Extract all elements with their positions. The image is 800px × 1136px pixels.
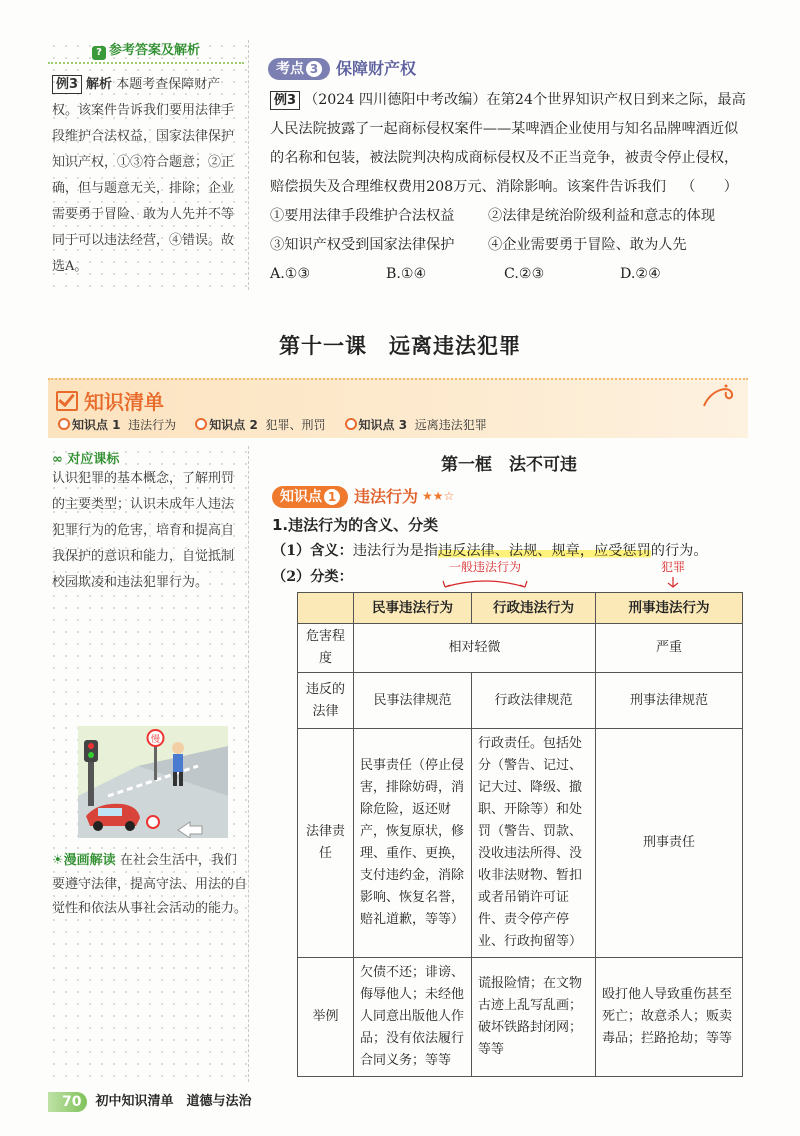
options-row: [270, 260, 748, 289]
knowledge-point-badge: 知识点 1: [272, 486, 348, 508]
table-row: [298, 673, 743, 729]
difficulty-stars-icon: ★★☆: [422, 489, 455, 503]
page-footer: [48, 1090, 252, 1112]
exam-point-badge: 考点 3: [268, 58, 330, 80]
violation-classification-table: [297, 592, 743, 1077]
law-civil: 民事法律规范: [354, 673, 472, 729]
answer-column: [48, 40, 249, 290]
handnote-general-violation: 一般违法行为: [440, 558, 530, 589]
comic-icon: ☀: [52, 853, 64, 868]
table-header-cell: [298, 593, 354, 624]
example-label: 例3: [270, 91, 300, 110]
liability-criminal: 刑事责任: [596, 729, 743, 958]
statement-1: ①要用法律手段维护合法权益: [270, 208, 455, 224]
bracket-arrow-icon: [440, 575, 530, 589]
exam-point-title: 保障财产权: [336, 59, 417, 78]
answer-blank: （ ）: [681, 179, 738, 195]
statement-4: ④企业需要勇于冒险、敢为人先: [488, 237, 687, 253]
table-header-criminal: 刑事违法行为: [596, 593, 743, 624]
statement-row-1: [270, 202, 748, 231]
example-stem-text: （2024 四川德阳中考改编）在第24个世界知识产权日到来之际，最高人民法院披露了一起商标侵权案件——某啤酒企业使用与知名品牌啤酒近似的名称和包装，被法院判决构成商标侵权及不正当竞争，被责令停止侵权，赔偿损失及合理维权费用208万元、消除影响。该案件告诉我们: [270, 92, 746, 195]
sub-heading: 1.违法行为的含义、分类: [272, 516, 439, 534]
table-row: [298, 624, 743, 673]
option-a: A.①③: [270, 266, 311, 282]
knowledge-points-list: [58, 416, 487, 433]
harm-civil-admin: 相对轻微: [354, 624, 596, 673]
law-criminal: 刑事法律规范: [596, 673, 743, 729]
checkbox-icon: [56, 391, 78, 411]
table-header-civil: 民事违法行为: [354, 593, 472, 624]
option-d: D.②④: [620, 266, 661, 282]
table-row: [298, 729, 743, 958]
answer-example-label: 例3: [52, 75, 82, 94]
classification-label: （2）分类：: [272, 569, 353, 585]
row-label-liability: 法律责任: [298, 729, 354, 958]
arrow-down-icon: [656, 575, 690, 589]
footer-book-title: 初中知识清单 道德与法治: [95, 1094, 252, 1109]
chapter-title: 第十一课 远离违法犯罪: [279, 334, 521, 358]
knowledge-point-heading: [272, 484, 454, 508]
table-header-administrative: 行政违法行为: [472, 593, 596, 624]
knowledge-point-item-1[interactable]: 知识点 1 违法行为: [58, 418, 176, 432]
slow-sign-text: 慢: [150, 735, 161, 745]
option-b: B.①④: [386, 266, 427, 282]
knowledge-point-item-2[interactable]: 知识点 2 犯罪、刑罚: [195, 418, 325, 432]
traffic-comic-illustration: [78, 726, 228, 838]
curriculum-standard-header: ∞ 对应课标: [52, 452, 120, 467]
option-c: C.②③: [504, 266, 545, 282]
table-row: [298, 958, 743, 1077]
link-icon: ∞: [52, 452, 63, 467]
knowledge-point-number: 1: [324, 489, 340, 505]
knowledge-list-title: 知识清单: [56, 386, 164, 415]
exam-point-heading: [268, 56, 748, 80]
harm-criminal: 严重: [596, 624, 743, 673]
knowledge-point-title: 违法行为: [354, 487, 419, 506]
liability-admin: 行政责任。包括处分（警告、记过、记大过、降级、撤职、开除等）和处罚（警告、罚款、没收违法所得、没收非法财物、暂扣或者吊销许可证件、责令停产停业、行政拘留等）: [472, 729, 596, 958]
page-number: 70: [48, 1092, 87, 1112]
row-label-examples: 举例: [298, 958, 354, 1077]
key-icon: ?: [92, 46, 106, 60]
analysis-label: 解析: [86, 77, 113, 92]
row-label-harm: 危害程度: [298, 624, 354, 673]
examples-admin: 谎报险情；在文物古迹上乱写乱画；破坏铁路封闭网；等等: [472, 958, 596, 1077]
answer-text: 本题考查保障财产权。该案件告诉我们要用法律手段维护合法权益，国家法律保护知识产权，①③符合题意；②正确，但与题意无关，排除；企业需要勇于冒险、敢为人先并不等同于可以违法经营，④错误。故选A。: [52, 77, 235, 274]
knowledge-point-item-3[interactable]: 知识点 3 远离违法犯罪: [345, 418, 487, 432]
bullet-icon: [195, 418, 207, 430]
law-admin: 行政法律规范: [472, 673, 596, 729]
statement-3: ③知识产权受到国家法律保护: [270, 237, 455, 253]
bullet-icon: [58, 418, 70, 430]
comic-text: 在社会生活中，我们要遵守法律，提高守法、用法的自觉性和依法从事社会活动的能力。: [52, 853, 248, 916]
comic-explanation: [52, 849, 248, 921]
answer-header: [48, 40, 244, 64]
sidebar-column: [48, 446, 249, 1082]
example-question: [270, 86, 748, 289]
answer-header-label: 参考答案及解析: [108, 43, 200, 58]
handnote-crime: 犯罪: [656, 558, 690, 589]
definition-line: （1）含义：违法行为是指违反法律、法规、规章，应受惩罚的行为。: [272, 543, 708, 559]
section-title: 第一框 法不可违: [441, 455, 577, 475]
swirl-decoration-icon: [700, 380, 740, 410]
answer-explanation: [52, 72, 246, 280]
example-stem: [270, 86, 748, 202]
examples-civil: 欠债不还；诽谤、侮辱他人；未经他人同意出版他人作品；没有依法履行合同义务；等等: [354, 958, 472, 1077]
row-label-law: 违反的法律: [298, 673, 354, 729]
liability-civil: 民事责任（停止侵害，排除妨碍，消除危险，返还财产，恢复原状，修理、重作、更换，支付违约金，消除影响、恢复名誉，赔礼道歉，等等）: [354, 729, 472, 958]
statement-2: ②法律是统治阶级利益和意志的体现: [488, 208, 716, 224]
knowledge-list-banner: [48, 378, 748, 438]
table-header-row: [298, 593, 743, 624]
comic-label: ☀漫画解读: [52, 853, 116, 868]
exam-point-number: 3: [306, 61, 322, 77]
curriculum-standard-text: 认识犯罪的基本概念，了解刑罚的主要类型；认识未成年人违法犯罪行为的危害，培育和提高自我保护的意识和能力，自觉抵制校园欺凌和违法犯罪行为。: [52, 471, 235, 590]
statement-row-2: [270, 231, 748, 260]
bullet-icon: [345, 418, 357, 430]
definition-highlight: 违反法律、法规、规章，应受惩罚: [437, 543, 651, 559]
examples-criminal: 殴打他人导致重伤甚至死亡；故意杀人；贩卖毒品；拦路抢劫；等等: [596, 958, 743, 1077]
